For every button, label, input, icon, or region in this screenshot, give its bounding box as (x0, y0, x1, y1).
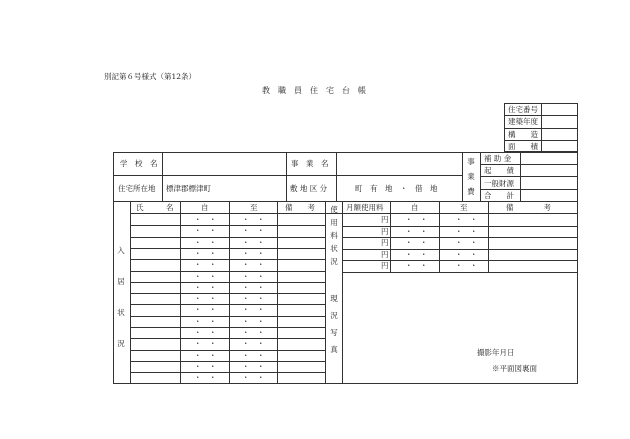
resident-row[interactable] (130, 327, 325, 338)
to-date-dots: ・ ・ (242, 351, 265, 360)
area-label: 面 積 (508, 142, 538, 151)
resident-row[interactable] (130, 372, 325, 383)
project-cost-label: 事業費 (467, 157, 475, 196)
floor-plan-note: ※平面図裏面 (492, 364, 537, 373)
to-date-dots: ・ ・ (242, 373, 265, 382)
resident-row[interactable] (130, 350, 325, 361)
col-to-header: 至 (250, 203, 258, 212)
resident-row[interactable] (130, 304, 325, 315)
residence-status-label: 入居状況 (117, 246, 125, 348)
usage-fee-status-label: 使用料状況 (330, 205, 338, 266)
resident-row[interactable] (130, 361, 325, 372)
usage-fee-row[interactable] (342, 260, 578, 272)
subsidy-label: 補 助 金 (484, 154, 512, 163)
from-date-dots: ・ ・ (194, 272, 217, 281)
yen-label: 円 (381, 238, 389, 247)
yen-label: 円 (381, 227, 389, 236)
yen-label: 円 (381, 250, 389, 259)
resident-row[interactable] (130, 316, 325, 327)
from-date-dots: ・ ・ (194, 351, 217, 360)
to-date-dots: ・ ・ (242, 215, 265, 224)
resident-row[interactable] (130, 282, 325, 293)
resident-row[interactable] (130, 214, 325, 225)
land-category-label: 敷 地 区 分 (290, 184, 328, 193)
to-date-dots: ・ ・ (242, 305, 265, 314)
resident-row[interactable] (130, 271, 325, 282)
page-title: 教 職 員 住 宅 台 帳 (262, 86, 366, 95)
from-date-dots: ・ ・ (194, 294, 217, 303)
to-date-dots: ・ ・ (242, 238, 265, 247)
fee-to-date-dots: ・ ・ (455, 261, 478, 270)
col-fee-remarks-header: 備 考 (506, 203, 551, 212)
fee-from-date-dots: ・ ・ (405, 261, 428, 270)
to-date-dots: ・ ・ (242, 283, 265, 292)
house-number-label: 住宅番号 (508, 105, 538, 114)
fee-from-date-dots: ・ ・ (405, 250, 428, 259)
resident-row[interactable] (130, 225, 325, 236)
to-date-dots: ・ ・ (242, 260, 265, 269)
address-value: 標津郡標津町 (166, 184, 211, 193)
col-fee-to-header: 至 (460, 203, 468, 212)
usage-fee-row[interactable] (342, 214, 578, 226)
fee-to-date-dots: ・ ・ (455, 215, 478, 224)
fee-from-date-dots: ・ ・ (405, 215, 428, 224)
structure-label: 構 造 (508, 130, 538, 139)
to-date-dots: ・ ・ (242, 339, 265, 348)
from-date-dots: ・ ・ (194, 260, 217, 269)
address-label: 住宅所在地 (118, 184, 156, 193)
from-date-dots: ・ ・ (194, 238, 217, 247)
from-date-dots: ・ ・ (194, 249, 217, 258)
col-from-header: 自 (201, 203, 209, 212)
to-date-dots: ・ ・ (242, 249, 265, 258)
general-fund-label: 一般財源 (484, 179, 514, 188)
resident-row[interactable] (130, 248, 325, 259)
col-fee-from-header: 自 (411, 203, 419, 212)
fee-to-date-dots: ・ ・ (455, 238, 478, 247)
from-date-dots: ・ ・ (194, 317, 217, 326)
to-date-dots: ・ ・ (242, 294, 265, 303)
resident-row[interactable] (130, 293, 325, 304)
to-date-dots: ・ ・ (242, 362, 265, 371)
from-date-dots: ・ ・ (194, 283, 217, 292)
to-date-dots: ・ ・ (242, 272, 265, 281)
fee-to-date-dots: ・ ・ (455, 250, 478, 259)
usage-fee-row[interactable] (342, 237, 578, 249)
fee-to-date-dots: ・ ・ (455, 227, 478, 236)
to-date-dots: ・ ・ (242, 226, 265, 235)
col-monthly-fee-header: 月額使用料 (346, 203, 384, 212)
school-name-field[interactable] (163, 153, 285, 174)
yen-label: 円 (381, 261, 389, 270)
to-date-dots: ・ ・ (242, 317, 265, 326)
fee-from-date-dots: ・ ・ (405, 227, 428, 236)
form-label: 別記第６号様式（第12条） (104, 72, 197, 81)
land-category-value: 町 有 地 ・ 借 地 (355, 184, 438, 193)
from-date-dots: ・ ・ (194, 215, 217, 224)
resident-row[interactable] (130, 338, 325, 349)
building-info-box (504, 103, 578, 152)
from-date-dots: ・ ・ (194, 328, 217, 337)
to-date-dots: ・ ・ (242, 328, 265, 337)
from-date-dots: ・ ・ (194, 339, 217, 348)
col-remarks-header: 備 考 (285, 203, 315, 212)
photo-date-label: 撮影年月日 (477, 348, 515, 357)
from-date-dots: ・ ・ (194, 305, 217, 314)
resident-row[interactable] (130, 259, 325, 270)
from-date-dots: ・ ・ (194, 373, 217, 382)
total-label: 合 計 (484, 191, 514, 200)
build-year-label: 建築年度 (508, 117, 538, 126)
current-photo-label: 現況写真 (330, 294, 338, 354)
project-name-label: 事 業 名 (291, 159, 329, 168)
resident-row[interactable] (130, 237, 325, 248)
fee-from-date-dots: ・ ・ (405, 238, 428, 247)
from-date-dots: ・ ・ (194, 226, 217, 235)
project-name-field[interactable] (337, 153, 461, 174)
photo-area[interactable] (343, 273, 577, 383)
col-name-header: 氏 名 (136, 203, 174, 212)
school-name-label: 学 校 名 (120, 159, 158, 168)
bond-label: 起 債 (484, 166, 514, 175)
yen-label: 円 (381, 215, 389, 224)
from-date-dots: ・ ・ (194, 362, 217, 371)
